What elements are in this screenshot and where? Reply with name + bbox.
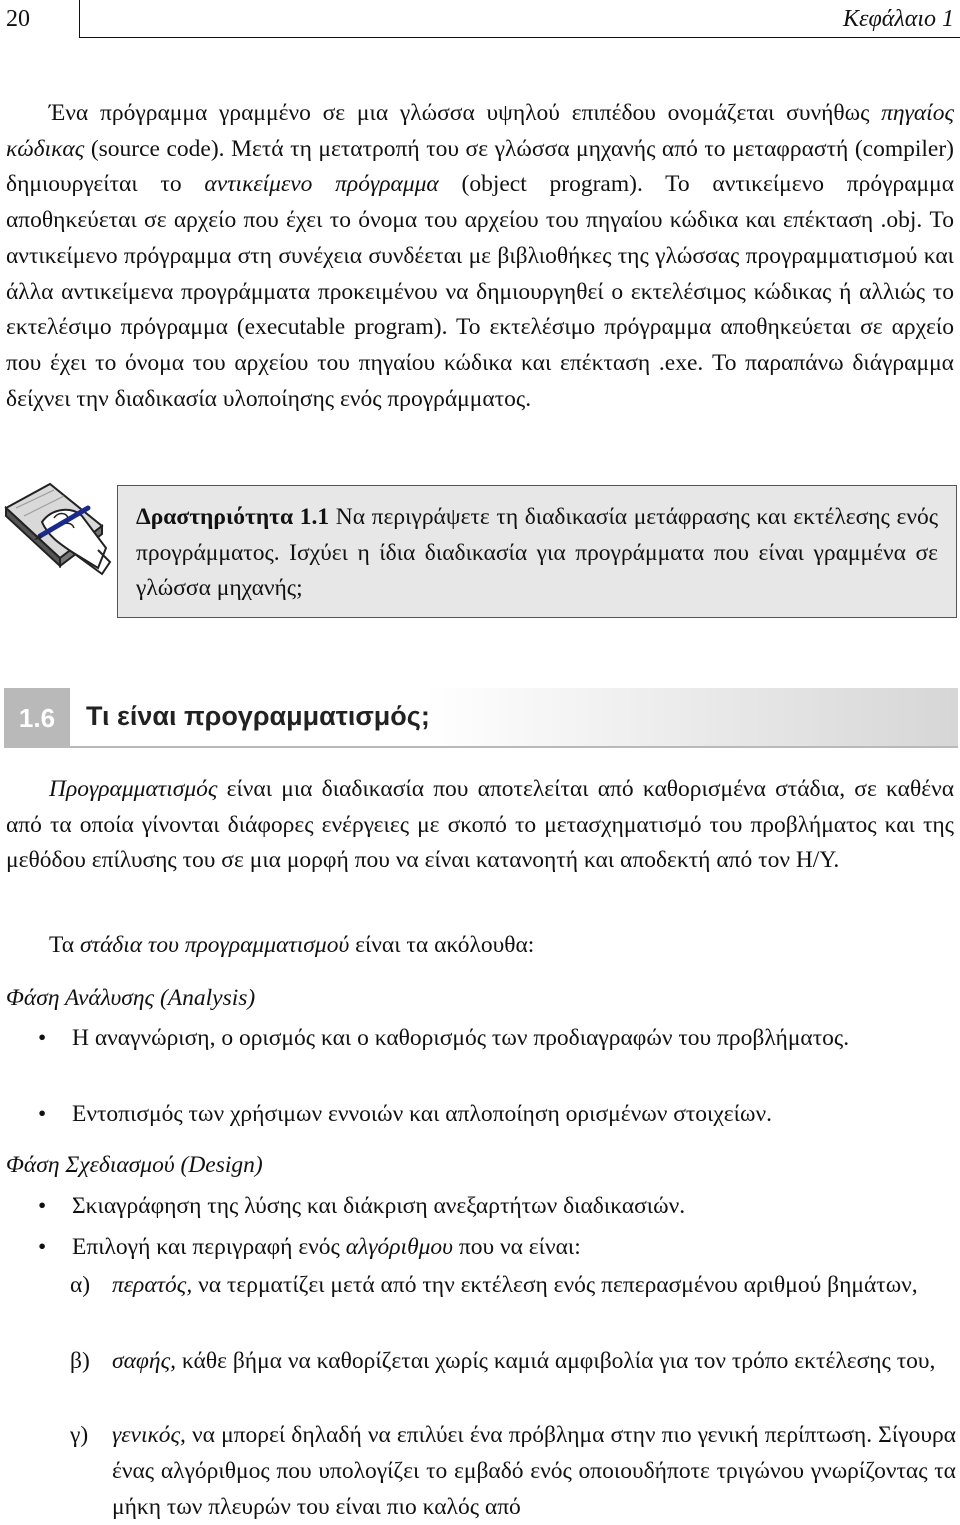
sub-list-item-a <box>6 1267 954 1339</box>
phase-design-title: Φάση Σχεδιασμού (Design) <box>6 1152 263 1178</box>
list-item <box>6 1096 954 1132</box>
header-divider-vertical <box>79 0 80 37</box>
definition-paragraph <box>6 772 954 879</box>
bullet-text <box>72 1229 956 1265</box>
bullet-suffix: που να είναι: <box>458 1234 581 1260</box>
sub-list-item-b <box>6 1343 954 1415</box>
page-number: 20 <box>6 6 30 32</box>
term-general: γενικός, <box>112 1422 186 1448</box>
sub-description: να τερματίζει μετά από την εκτέλεση ενός πεπερασμένου αριθμού βημάτων, <box>198 1272 918 1298</box>
term-finite: περατός, <box>112 1272 193 1298</box>
phase-analysis-title: Φάση Ανάλυσης (Analysis) <box>6 985 256 1011</box>
sub-list-item-c <box>6 1417 954 1523</box>
section-title: Τι είναι προγραμματισμός; <box>86 701 430 731</box>
list-item <box>6 1188 954 1224</box>
activity-title: Δραστηριότητα 1.1 <box>136 504 330 530</box>
list-item <box>6 1229 954 1265</box>
bullet-icon: • <box>38 1234 47 1260</box>
bullet-text: Σκιαγράφηση της λύσης και διάκριση ανεξαρτήτων διαδικασιών. <box>72 1193 686 1219</box>
activity-box <box>117 485 957 618</box>
intro-text-2: (source code). Μετά τη μετατροπή του σε γλώσσα μηχανής από το μεταφραστή (compiler) δημιουργείται το <box>6 135 955 198</box>
term-programming: Προγραμματισμός <box>49 776 218 802</box>
term-clear: σαφής, <box>112 1348 176 1374</box>
chapter-title: Κεφάλαιο 1 <box>843 6 954 32</box>
intro-text-3: (object program). Το αντικείμενο πρόγραμμα αποθηκεύεται σε αρχείο που έχει το όνομα του αρχείου του πηγαίου κώδικα και επέκταση .obj. Το αντικείμενο πρόγραμμα στη συνέχεια συνδέεται με βιβλιοθήκες της γλώσσας προγραμματισμού και άλλα αντικείμενα προγράμματα προκειμένου να δημιουργηθεί ο εκτελέσιμος κώδικας ή αλλιώς το εκτελέσιμο πρόγραμμα (executable program). Το εκτελέσιμο πρόγραμμα αποθηκεύεται σε αρχείο που έχει το όνομα του αρχείου του πηγαίου κώδικα και επέκταση .exe. Το παραπάνω διάγραμμα δείχνει την διαδικασία υλοποίησης ενός προγράμματος. <box>6 171 955 412</box>
term-algorithm: αλγόριθμου <box>345 1234 453 1260</box>
activity-question: Να περιγράψετε τη διαδικασία μετάφρασης και εκτέλεσης ενός προγράμματος. Ισχύει η ίδια διαδικασία για προγράμματα που είναι γραμμένα σε γλώσσα μηχανής; <box>136 504 939 602</box>
bullet-icon: • <box>38 1025 47 1051</box>
sub-description: κάθε βήμα να καθορίζεται χωρίς καμιά αμφιβολία για τον τρόπο εκτέλεσης του, <box>181 1348 936 1374</box>
bullet-prefix: Επιλογή και περιγραφή ενός <box>72 1234 340 1260</box>
term-object-program: αντικείμενο πρόγραμμα <box>204 171 439 198</box>
definition-text: είναι μια διαδικασία που αποτελείται από καθορισμένα στάδια, σε καθένα από τα οποία γίνονται διάφορες ενέργειες με σκοπό το μετασχηματισμό του προβλήματος και της μεθόδου επίλυσης του σε μια μορφή που να είναι κατανοητή και αποδεκτή από τον Η/Υ. <box>6 776 955 874</box>
pencil-writing-icon <box>2 478 114 588</box>
bullet-icon: • <box>38 1193 47 1219</box>
stages-intro <box>6 928 954 964</box>
sub-label: γ) <box>70 1422 89 1448</box>
sub-text <box>112 1417 956 1525</box>
activity-text <box>136 500 938 607</box>
section-number: 1.6 <box>4 688 70 748</box>
section-title-band <box>70 688 958 748</box>
sub-text <box>112 1267 956 1303</box>
stages-suffix: είναι τα ακόλουθα: <box>355 932 535 958</box>
list-item <box>6 1020 954 1092</box>
sub-description: να μπορεί δηλαδή να επιλύει ένα πρόβλημα στην πιο γενική περίπτωση. Σίγουρα ένας αλγόριθμος που υπολογίζει το εμβαδό ενός οποιουδήποτε τριγώνου γνωρίζοντας τα μήκη των πλευρών του είναι πιο καλός από <box>112 1422 956 1520</box>
term-stages: στάδια του προγραμματισμού <box>79 932 350 958</box>
bullet-text: Εντοπισμός των χρήσιμων εννοιών και απλοποίηση ορισμένων στοιχείων. <box>72 1101 772 1127</box>
stages-prefix: Τα <box>49 932 75 958</box>
bullet-text: Η αναγνώριση, ο ορισμός και ο καθορισμός των προδιαγραφών του προβλήματος. <box>72 1025 850 1051</box>
bullet-icon: • <box>38 1101 47 1127</box>
header-divider-horizontal <box>79 37 960 38</box>
intro-text-1: Ένα πρόγραμμα γραμμένο σε μια γλώσσα υψηλού επιπέδου ονομάζεται συνήθως <box>49 100 870 126</box>
term-source-code: πηγαίος κώδικας <box>6 100 954 162</box>
sub-text <box>112 1343 956 1379</box>
sub-label: β) <box>70 1348 90 1374</box>
section-heading <box>4 688 958 748</box>
intro-paragraph <box>6 96 954 417</box>
sub-label: α) <box>70 1272 91 1298</box>
